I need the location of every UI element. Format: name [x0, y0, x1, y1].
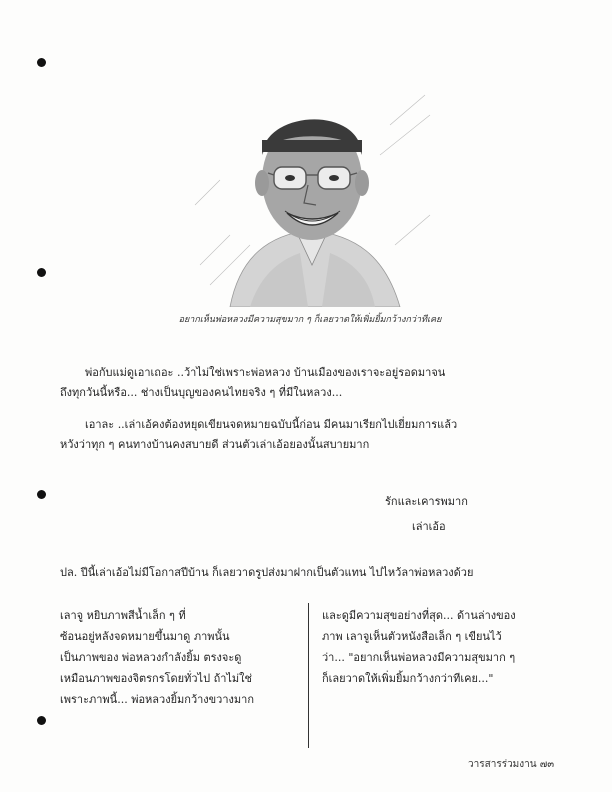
column-line: และดูมีความสุขอย่างที่สุด... ด้านล่างของ [322, 609, 516, 622]
column-line: เป็นภาพของ พ่อหลวงกำลังยิ้ม ตรงจะดู [60, 651, 242, 664]
punch-hole [37, 58, 46, 67]
column-line: ซ้อนอยู่หลังจดหมายขึ้นมาดู ภาพนั้น [60, 630, 230, 643]
letter-paragraph-line: หวังว่าทุก ๆ คนทางบ้านคงสบายดี ส่วนตัวเล่าเอ้อยองนั้นสบายมาก [60, 438, 370, 451]
letter-signature: เล่าเอ้อ [412, 520, 446, 533]
postscript: ปล. ปีนี้เล่าเอ้อไม่มีโอกาสปีบ้าน ก็เลยวาดรูปส่งมาฝากเป็นตัวแทน ไปไหว้ลาพ่อหลวงด้วย [60, 566, 474, 579]
page-footer: วารสารร่วมงาน ๗๓ [468, 759, 555, 770]
portrait-illustration [190, 85, 435, 307]
letter-paragraph-line: พ่อกับแม่ดูเอาเถอะ ..ว้าไม่ใช่เพราะพ่อหลวง บ้านเมืองของเราจะอยู่รอดมาจน [85, 366, 446, 379]
letter-paragraph-line: เอาละ ..เล่าเอ้คงต้องหยุดเขียนจดหมายฉบับนี้ก่อน มีคนมาเรียกไปเยี่ยมการแล้ว [85, 418, 458, 431]
column-line: เพราะภาพนี้... พ่อหลวงยิ้มกว้างขวางมาก [60, 693, 254, 706]
letter-paragraph-line: ถึงทุกวันนี้หรือ... ช่างเป็นบุญของคนไทยจริง ๆ ที่มีในหลวง... [60, 386, 343, 399]
column-divider [308, 603, 309, 748]
column-line: ภาพ เลาจูเห็นตัวหนังสือเล็ก ๆ เขียนไว้ [322, 630, 502, 643]
right-column [322, 605, 562, 689]
column-line: เลาจู หยิบภาพสีน้ำเล็ก ๆ ที่ [60, 609, 186, 622]
punch-hole [37, 716, 46, 725]
punch-hole [37, 490, 46, 499]
column-line: ก็เลยวาดให้เพิ่มยิ้มกว้างกว่าทีเคย..." [322, 672, 494, 685]
figure-caption: อยากเห็นพ่อหลวงมีความสุขมาก ๆ ก็เลยวาดให้เพิ่มยิ้มกว้างกว่าทีเคย [178, 315, 442, 325]
letter-closing: รักและเคารพมาก [385, 495, 468, 508]
column-line: เหมือนภาพของจิตรกรโดยทั่วไป ถ้าไม่ใช่ [60, 672, 253, 685]
column-line: ว่า... "อยากเห็นพ่อหลวงมีความสุขมาก ๆ [322, 651, 516, 664]
left-column [60, 605, 290, 710]
punch-hole [37, 268, 46, 277]
